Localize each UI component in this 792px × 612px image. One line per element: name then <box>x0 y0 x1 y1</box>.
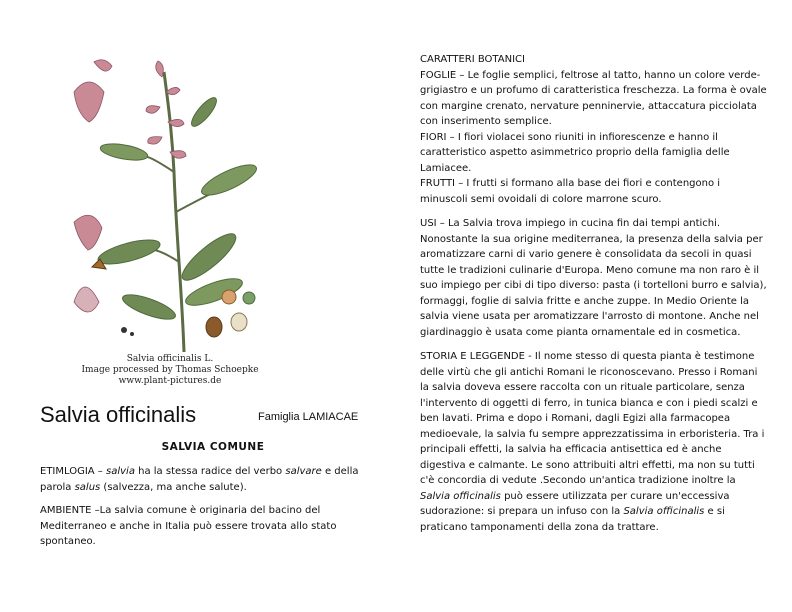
species-title: Salvia officinalis <box>40 402 197 427</box>
storia-text-2: può essere utilizzata per curare un'eccessiva sudorazione: si prepara un infuso con la <box>420 490 730 517</box>
usi-paragraph: USI – La Salvia trova impiego in cucina fin dai tempi antichi. Nonostante la sua origine mediterranea, la presenza della salvia per aromatizzare carni di vario genere è consolidata da secoli in quasi tutte le tradizioni culinarie d'Europa. Meno comune ma non raro è il suo impiego per cibi di tipo diverso: pasta (i tortelloni burro e salvia), formaggi, foglie di salvia fritte e anche zuppe. In Medio Oriente la salvia viene usata per aromatizzare l'arrosto di montone. Anche nel giardinaggio è usata come pianta ornamentale ed in cosmetica. <box>420 218 767 338</box>
salvia-botanical-illustration <box>64 52 274 352</box>
botanici-heading: CARATTERI BOTANICI <box>420 54 525 65</box>
illustration-caption-credit: Image processed by Thomas Schoepke <box>81 365 259 375</box>
foglie-paragraph: FOGLIE – Le foglie semplici, feltrose al tatto, hanno un colore verde-grigiastro e un profumo di caratteristica freschezza. La forma è ovale con margine crenato, nervature penninervie, attaccatura picciolata con inserimento semplice. <box>420 69 767 127</box>
etimologia-text-3: (salvezza, ma anche salute). <box>100 481 247 493</box>
illustration-caption-website: www.plant-pictures.de <box>118 376 222 386</box>
illustration-caption-species: Salvia officinalis L. <box>126 354 214 364</box>
etimologia-word-salvia: salvia <box>106 466 135 477</box>
storia-paragraph <box>420 349 768 535</box>
ambiente-paragraph: AMBIENTE –La salvia comune è originaria del bacino del Mediterraneo e anche in Italia può essere trovata allo stato spontaneo. <box>40 505 337 547</box>
right-column <box>420 52 768 544</box>
storia-text-3: e si praticano tamponamenti della zona da trattare. <box>420 506 725 533</box>
storia-species-2: Salvia officinalis <box>623 506 705 517</box>
family-label: Famiglia LAMIACAE <box>258 411 359 423</box>
etimologia-lead: ETIMLOGIA – <box>40 466 106 477</box>
etimologia-paragraph <box>40 464 390 495</box>
common-name-heading: SALVIA COMUNE <box>161 441 265 453</box>
etimologia-word-salus: salus <box>74 481 101 493</box>
frutti-paragraph: FRUTTI – I frutti si formano alla base dei fiori e contengono i minuscoli semi ovoidali di colore marrone scuro. <box>420 178 721 205</box>
storia-text-1: STORIA E LEGGENDE - Il nome stesso di questa pianta è testimone delle virtù che gli antichi Romani le riconoscevano. Presso i Romani la salvia doveva essere raccolta con un rituale particolare, senza l'intervento di oggetti di ferro, in tunica bianca e con i piedi scalzi e ben lavati. Prima e dopo i Romani, dagli Egizi alla farmacopea medioevale, la salvia fu sempre apprezzatissima in erboristeria. Tra i principali effetti, la salvia ha efficacia antisettica ed è anche digestiva e calmante. Le sono attribuiti altri effetti, ma non su tutti c'è concordia di vedute .Secondo un'antica tradizione inoltre la <box>420 351 765 486</box>
etimologia-text-2: e della parola <box>40 466 359 493</box>
etimologia-text-1: ha la stessa radice del verbo <box>134 466 286 477</box>
botanici-section <box>420 52 768 207</box>
fiori-paragraph: FIORI – I fiori violacei sono riuniti in infiorescenze e hanno il caratteristico aspetto asimmetrico proprio della famiglia delle Lamiacee. <box>420 131 730 174</box>
storia-species-1: Salvia officinalis <box>420 490 501 502</box>
etimologia-word-salvare: salvare <box>285 466 322 477</box>
